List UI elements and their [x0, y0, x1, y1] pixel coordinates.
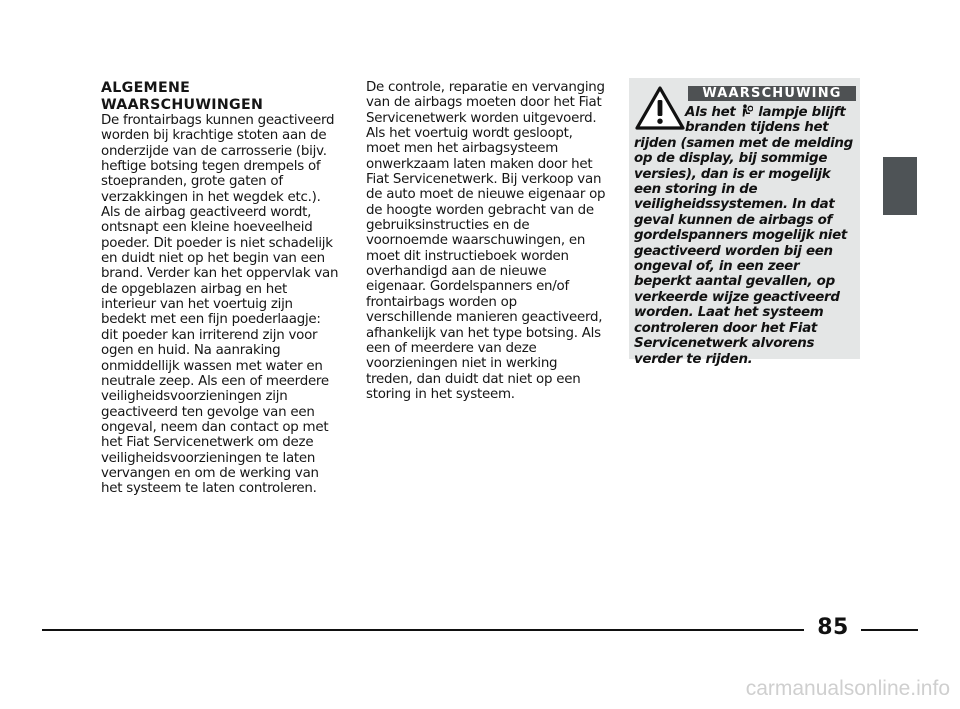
warning-text-before-icon: Als het	[685, 105, 736, 120]
paragraph-airbag-service: De controle, reparatie en vervanging van de airbags moeten door het Fiat Servicenetwerk worden uitgevoerd. Als het voertuig wordt gesloopt, moet men het airbagsysteem onwerkzaam laten maken door het Fiat Servicenetwerk. Bij verkoop van de auto moet de nieuwe eigenaar op de hoogte worden gebracht van de gebruiksinstructies en de voornoemde waarschuwingen, en moet dit instructieboek worden overhandigd aan de nieuwe eigenaar. Gordelspanners en/of frontairbags worden op verschillende manieren geactiveerd, afhankelijk van het type botsing. Als een of meerdere van deze voorzieningen niet in werking treden, dan duidt dat niet op een storing in het systeem.	[366, 80, 606, 402]
warning-label: WAARSCHUWING	[688, 86, 856, 101]
text-column-middle	[366, 80, 606, 402]
footer-rule-left	[42, 629, 804, 631]
airbag-warning-light-icon	[741, 104, 753, 117]
paragraph-airbag-activation: De frontairbags kunnen geactiveerd worden bij krachtige stoten aan de onderzijde van de carrosserie (bijv. heftige botsing tegen drempels of stoepranden, grote gaten of verzakkingen in het wegdek etc.). Als de airbag geactiveerd wordt, ontsnapt een kleine hoeveelheid poeder. Dit poeder is niet schadelijk en duidt niet op het begin van een brand. Verder kan het oppervlak van de opgeblazen airbag en het interieur van het voertuig zijn bedekt met een fijn poederlaagje: dit poeder kan irriterend zijn voor ogen en huid. Na aanraking onmiddellijk wassen met water en neutrale zeep. Als een of meerdere veiligheidsvoorzieningen zijn geactiveerd ten gevolge van een ongeval, neem dan contact op met het Fiat Servicenetwerk om deze veiligheidsvoorzieningen te laten vervangen en om de werking van het systeem te laten controleren.	[101, 113, 339, 497]
warning-first-lines	[634, 104, 856, 136]
warning-text	[634, 104, 856, 367]
text-column-left	[101, 80, 339, 497]
warning-box	[629, 78, 860, 367]
warning-text-rest: rijden (samen met de melding op de display, bij sommige versies), dan is er mogelijk een storing in de veiligheidssystemen. In dat geval kunnen de airbags of gordelspanners mogelijk niet geactiveerd worden bij een ongeval of, in een zeer beperkt aantal gevallen, op verkeerde wijze geactiveerd worden. Laat het systeem controleren door het Fiat Servicenetwerk alvorens verder te rijden.	[634, 135, 853, 367]
page-number: 85	[817, 615, 849, 640]
warning-text-after-icon: lampje blijft branden tijdens het	[685, 105, 846, 136]
section-tab-marker	[883, 157, 917, 215]
watermark: carmanualsonline.info	[745, 677, 950, 700]
footer-rule-right	[861, 629, 918, 631]
section-heading: ALGEMENE WAARSCHUWINGEN	[101, 80, 264, 113]
